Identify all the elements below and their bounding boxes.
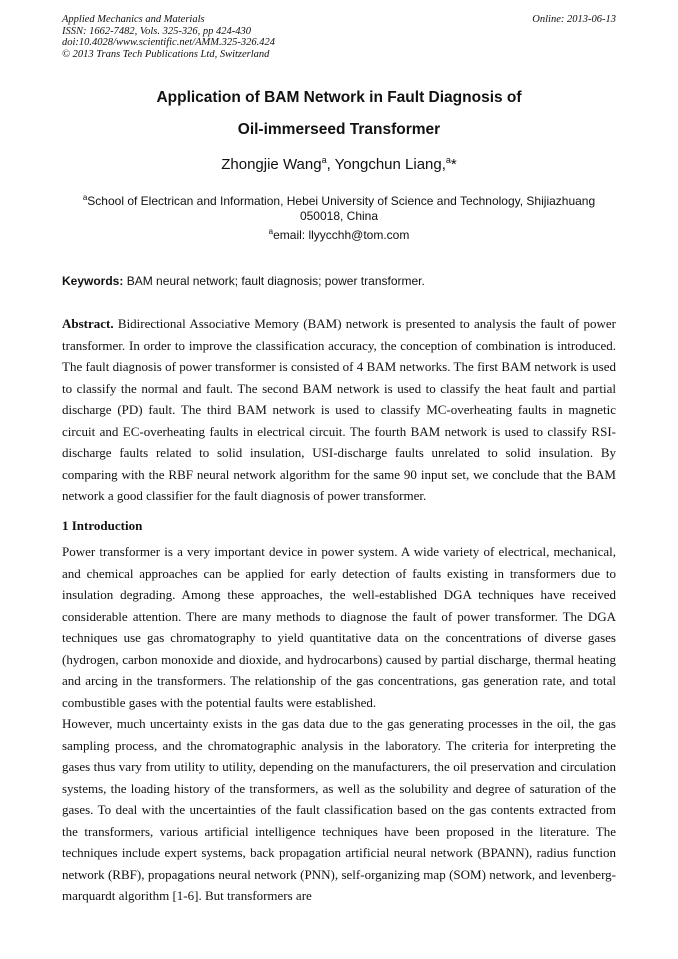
- author-list: [62, 155, 616, 173]
- author-separator: ,: [326, 156, 335, 173]
- affiliation-mark: a: [82, 193, 88, 202]
- affiliation: [62, 190, 616, 224]
- affiliation-line-2: 050018, China: [299, 209, 379, 223]
- online-date: Online: 2013-06-13: [532, 14, 616, 25]
- section-heading: 1 Introduction: [62, 518, 143, 533]
- author-name: Zhongjie Wang: [221, 156, 322, 173]
- keywords-text: BAM neural network; fault diagnosis; power transformer.: [123, 274, 425, 288]
- paragraph: Power transformer is a very important device in power system. A wide variety of electrical, mechanical, and chemical approaches can be applied for early detection of faults existing in transformers due to insulation degrading. Among these approaches, the well-established DGA techniques have received considerable attention. There are many methods to diagnose the fault of power transformer. The DGA techniques use gas chromatography to yield quantitative data on the concentrations of diverse gases (hydrogen, carbon monoxide and dioxide, and hydrocarbons) caused by partial discharge, thermal heating and arcing in the transformers. The relationship of the gas concentrations, gas generation rate, and total combustible gases with the potential faults were established.: [62, 544, 616, 710]
- paragraph: However, much uncertainty exists in the gas data due to the gas generating processes in the oil, the gas sampling process, and the chromatographic analysis in the laboratory. The criteria for interpreting the gases thus vary from utility to utility, depending on the manufacturers, the oil preservation and circulation systems, the loading history of the transformers, as well as the solubility and degree of saturation of the gases. To deal with the uncertainties of the fault classification based on the gas contents extracted from the transformers, various artificial intelligence techniques have been proposed in the literature. The techniques include expert systems, back propagation artificial neural network (BPANN), radius function network (RBF), propagations neural network (PNN), self-organizing map (SOM) network, and levenberg-marquardt algorithm [1-6]. But transformers are: [62, 716, 616, 903]
- paper-title-line-2: Oil-immerseed Transformer: [237, 121, 441, 138]
- abstract: [62, 313, 616, 507]
- author-affiliation-mark: a: [445, 155, 451, 165]
- introduction-body: [62, 541, 616, 907]
- affiliation-line-1: School of Electrican and Information, Hebei University of Science and Technology, Shijiazhuang: [87, 194, 596, 208]
- paper-title-line-1: Application of BAM Network in Fault Diagnosis of: [156, 89, 522, 106]
- email-text: email: llyycchh@tom.com: [273, 228, 410, 242]
- journal-doi: doi:10.4028/www.scientific.net/AMM.325-326.424: [62, 37, 275, 49]
- journal-header: [62, 14, 275, 60]
- author-name: Yongchun Liang,: [334, 156, 446, 173]
- author-affiliation-mark: a: [321, 155, 327, 165]
- keywords-label: Keywords:: [62, 274, 124, 288]
- abstract-label: Abstract.: [62, 316, 114, 331]
- journal-name: Applied Mechanics and Materials: [62, 14, 205, 25]
- abstract-text: Bidirectional Associative Memory (BAM) network is presented to analysis the fault of power transformer. In order to improve the classification accuracy, the conception of combination is introduced. The fault diagnosis of power transformer is consisted of 4 BAM networks. The first BAM network is used to classify the normal and fault. The second BAM network is used to classify the heat fault and partial discharge (PD) fault. The third BAM network is used to classify MC-overheating faults in magnetic circuit and EC-overheating faults in electrical circuit. The fourth BAM network is used to classify RSI-discharge faults related to solid insulation, USI-discharge faults unrelated to solid insulation. By comparing with the RBF neural network algorithm for the same 90 input set, we conclude that the BAM network a good classifier for the fault diagnosis of power transformer.: [62, 316, 616, 503]
- journal-issn: ISSN: 1662-7482, Vols. 325-326, pp 424-430: [62, 25, 251, 37]
- author-email: [62, 227, 616, 242]
- keywords: [62, 274, 616, 288]
- journal-copyright: © 2013 Trans Tech Publications Ltd, Switzerland: [62, 48, 270, 60]
- corresponding-author-mark: *: [450, 156, 457, 173]
- email-mark: a: [268, 227, 274, 236]
